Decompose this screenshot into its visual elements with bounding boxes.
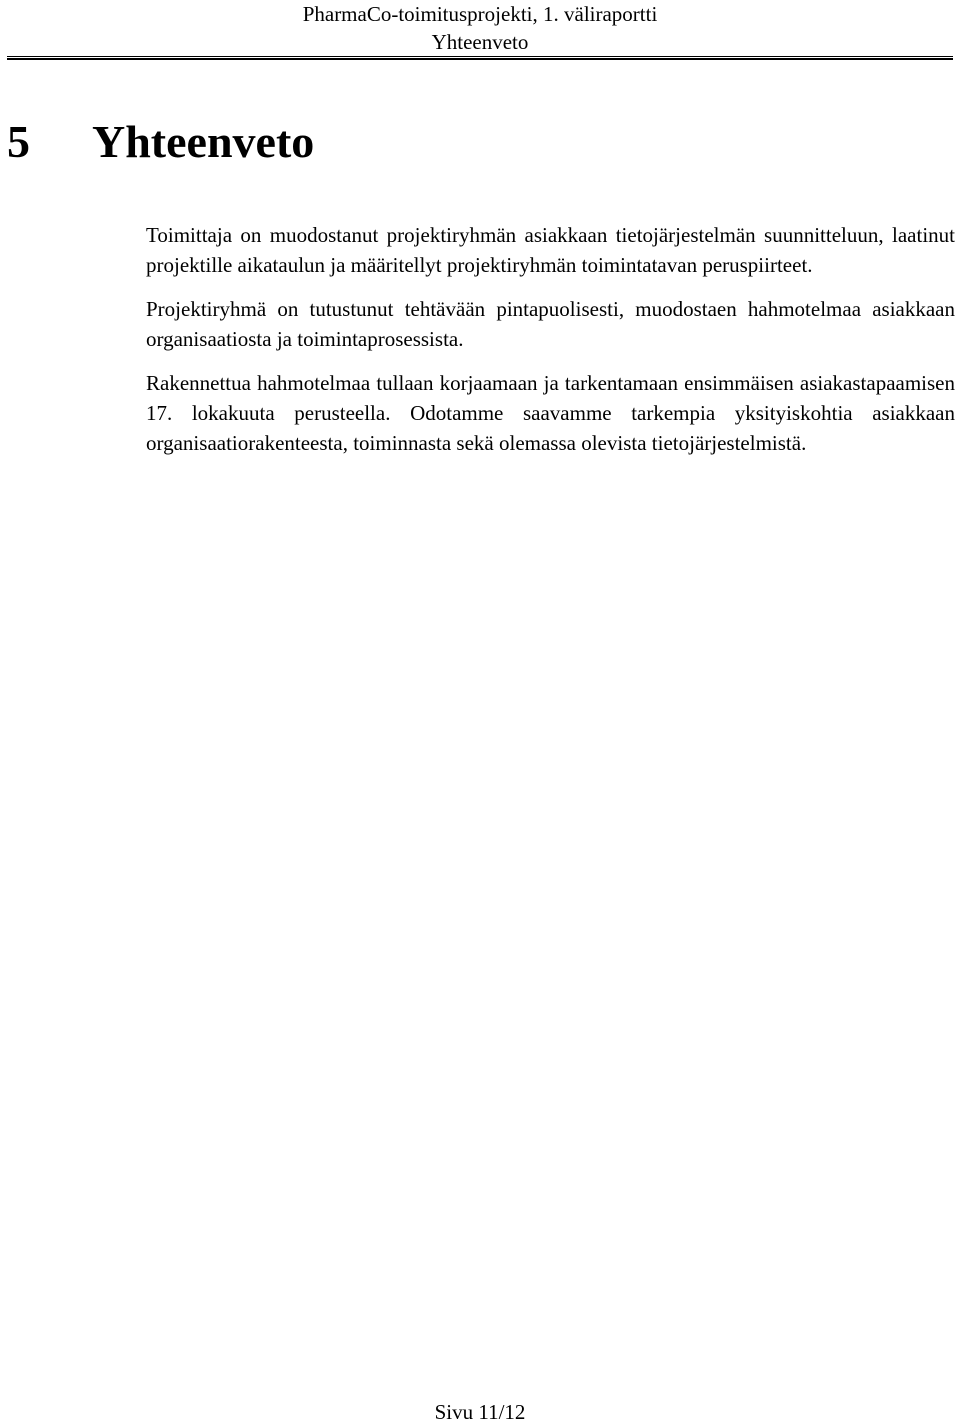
running-header: [0, 0, 960, 56]
document-title: PharmaCo-toimitusprojekti, 1. väliraportti: [302, 2, 658, 26]
chapter-title: Yhteenveto: [92, 116, 315, 167]
body-text: [146, 220, 955, 472]
header-divider: [7, 56, 953, 60]
section-title: Yhteenveto: [431, 30, 529, 54]
page-number: Sivu 11/12: [434, 1400, 526, 1424]
paragraph: Toimittaja on muodostanut projektiryhmän asiakkaan tietojärjestelmän suunnitteluun, laatinut projektille aikataulun ja määritellyt projektiryhmän toimintatavan peruspiirteet.: [146, 223, 955, 277]
chapter-heading: [7, 114, 314, 170]
chapter-number: 5: [7, 116, 30, 167]
paragraph: Projektiryhmä on tutustunut tehtävään pintapuolisesti, muodostaen hahmotelmaa asiakkaan organisaatiosta ja toimintaprosessista.: [146, 297, 955, 351]
paragraph: Rakennettua hahmotelmaa tullaan korjaamaan ja tarkentamaan ensimmäisen asiakastapaamisen 17. lokakuuta perusteella. Odotamme saavamme tarkempia yksityiskohtia asiakkaan organisaatiorakenteesta, toiminnasta sekä olemassa olevista tietojärjestelmistä.: [146, 371, 955, 455]
